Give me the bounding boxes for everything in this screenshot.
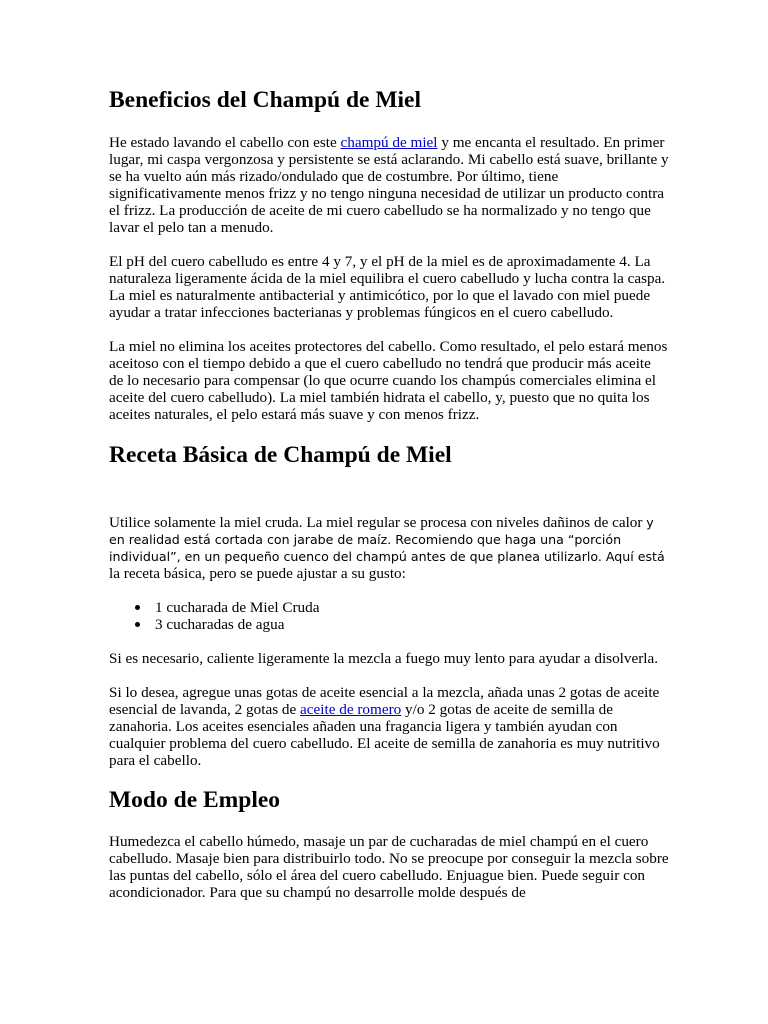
link-aceite-de-romero[interactable]: aceite de romero [300,701,402,718]
paragraph-intro [109,134,669,236]
paragraph-aceite-esencial-text-end: y/o 2 gotas de aceite de semilla de zanahoria. Los aceites esenciales añaden una fragancia ligera y también ayudan con cualquier problema del cuero cabelludo. El aceite de semilla de zanahoria es muy nutritivo para el cabello. [109,701,660,769]
list-item: 1 cucharada de Miel Cruda [109,599,669,616]
paragraph-aceite-esencial-text-start: Si lo desea, agregue unas gotas de aceite esencial a la mezcla, añada unas 2 gotas de aceite esencial de lavanda, 2 gotas de [109,684,660,718]
paragraph-intro-text-start: He estado lavando el cabello con este [109,134,341,151]
paragraph-miel-cruda-line1: Utilice solamente la miel cruda. La miel regular se procesa con niveles dañinos de calor [109,514,643,531]
paragraph-modo-de-empleo: Humedezca el cabello húmedo, masaje un par de cucharadas de miel champú en el cuero cabelludo. Masaje bien para distribuirlo todo. No se preocupe por conseguir la mezcla sobre las puntas del cabello, sólo el área del cuero cabelludo. Enjuague bien. Puede seguir con acondicionador. Para que su champú no desarrolle molde después de [109,833,669,901]
list-item: 3 cucharadas de agua [109,616,669,633]
paragraph-miel-cruda-tail: la receta básica, pero se puede ajustar a su gusto: [109,565,406,582]
paragraph-miel-cruda-mixed-font: y en realidad está cortada con jarabe de maíz. Recomiendo que haga una “porción individual”, en un pequeño cuenco del champú antes de que planea utilizarlo. Aquí está [109,515,665,564]
document-page [109,80,669,901]
heading-beneficios: Beneficios del Champú de Miel [109,87,422,113]
paragraph-miel-cruda [109,514,669,582]
ingredient-list [109,599,669,633]
paragraph-intro-text-end: y me encanta el resultado. En primer lugar, mi caspa vergonzosa y persistente se está aclarando. Mi cabello está suave, brillante y se ha vuelto aún más rizado/ondulado que de costumbre. Por último, tiene significativamente menos frizz y no tengo ninguna necesidad de utilizar un producto contra el frizz. La producción de aceite de mi cuero cabelludo se ha normalizado y no tengo que lavar el pelo tan a menudo. [109,134,669,236]
link-champu-de-miel[interactable]: champú de miel [340,134,438,151]
paragraph-ph: El pH del cuero cabelludo es entre 4 y 7, y el pH de la miel es de aproximadamente 4. La naturaleza ligeramente ácida de la miel equilibra el cuero cabelludo y lucha contra la caspa. La miel es naturalmente antibacterial y antimicótico, por lo que el lavado con miel puede ayudar a tratar infecciones bacterianas y problemas fúngicos en el cuero cabelludo. [109,253,666,321]
paragraph-aceites: La miel no elimina los aceites protectores del cabello. Como resultado, el pelo estará menos aceitoso con el tiempo debido a que el cuero cabelludo no tendrá que producir más aceite de lo necesario para compensar (lo que ocurre cuando los champús comerciales elimina el aceite del cuero cabelludo). La miel también hidrata el cabello, y, puesto que no quita los aceites naturales, el pelo estará más suave y con menos frizz. [109,338,668,423]
heading-modo-de-empleo: Modo de Empleo [109,787,281,813]
heading-receta: Receta Básica de Champú de Miel [109,442,452,468]
paragraph-aceite-esencial [109,684,669,769]
paragraph-calentar: Si es necesario, caliente ligeramente la mezcla a fuego muy lento para ayudar a disolverla. [109,650,659,667]
